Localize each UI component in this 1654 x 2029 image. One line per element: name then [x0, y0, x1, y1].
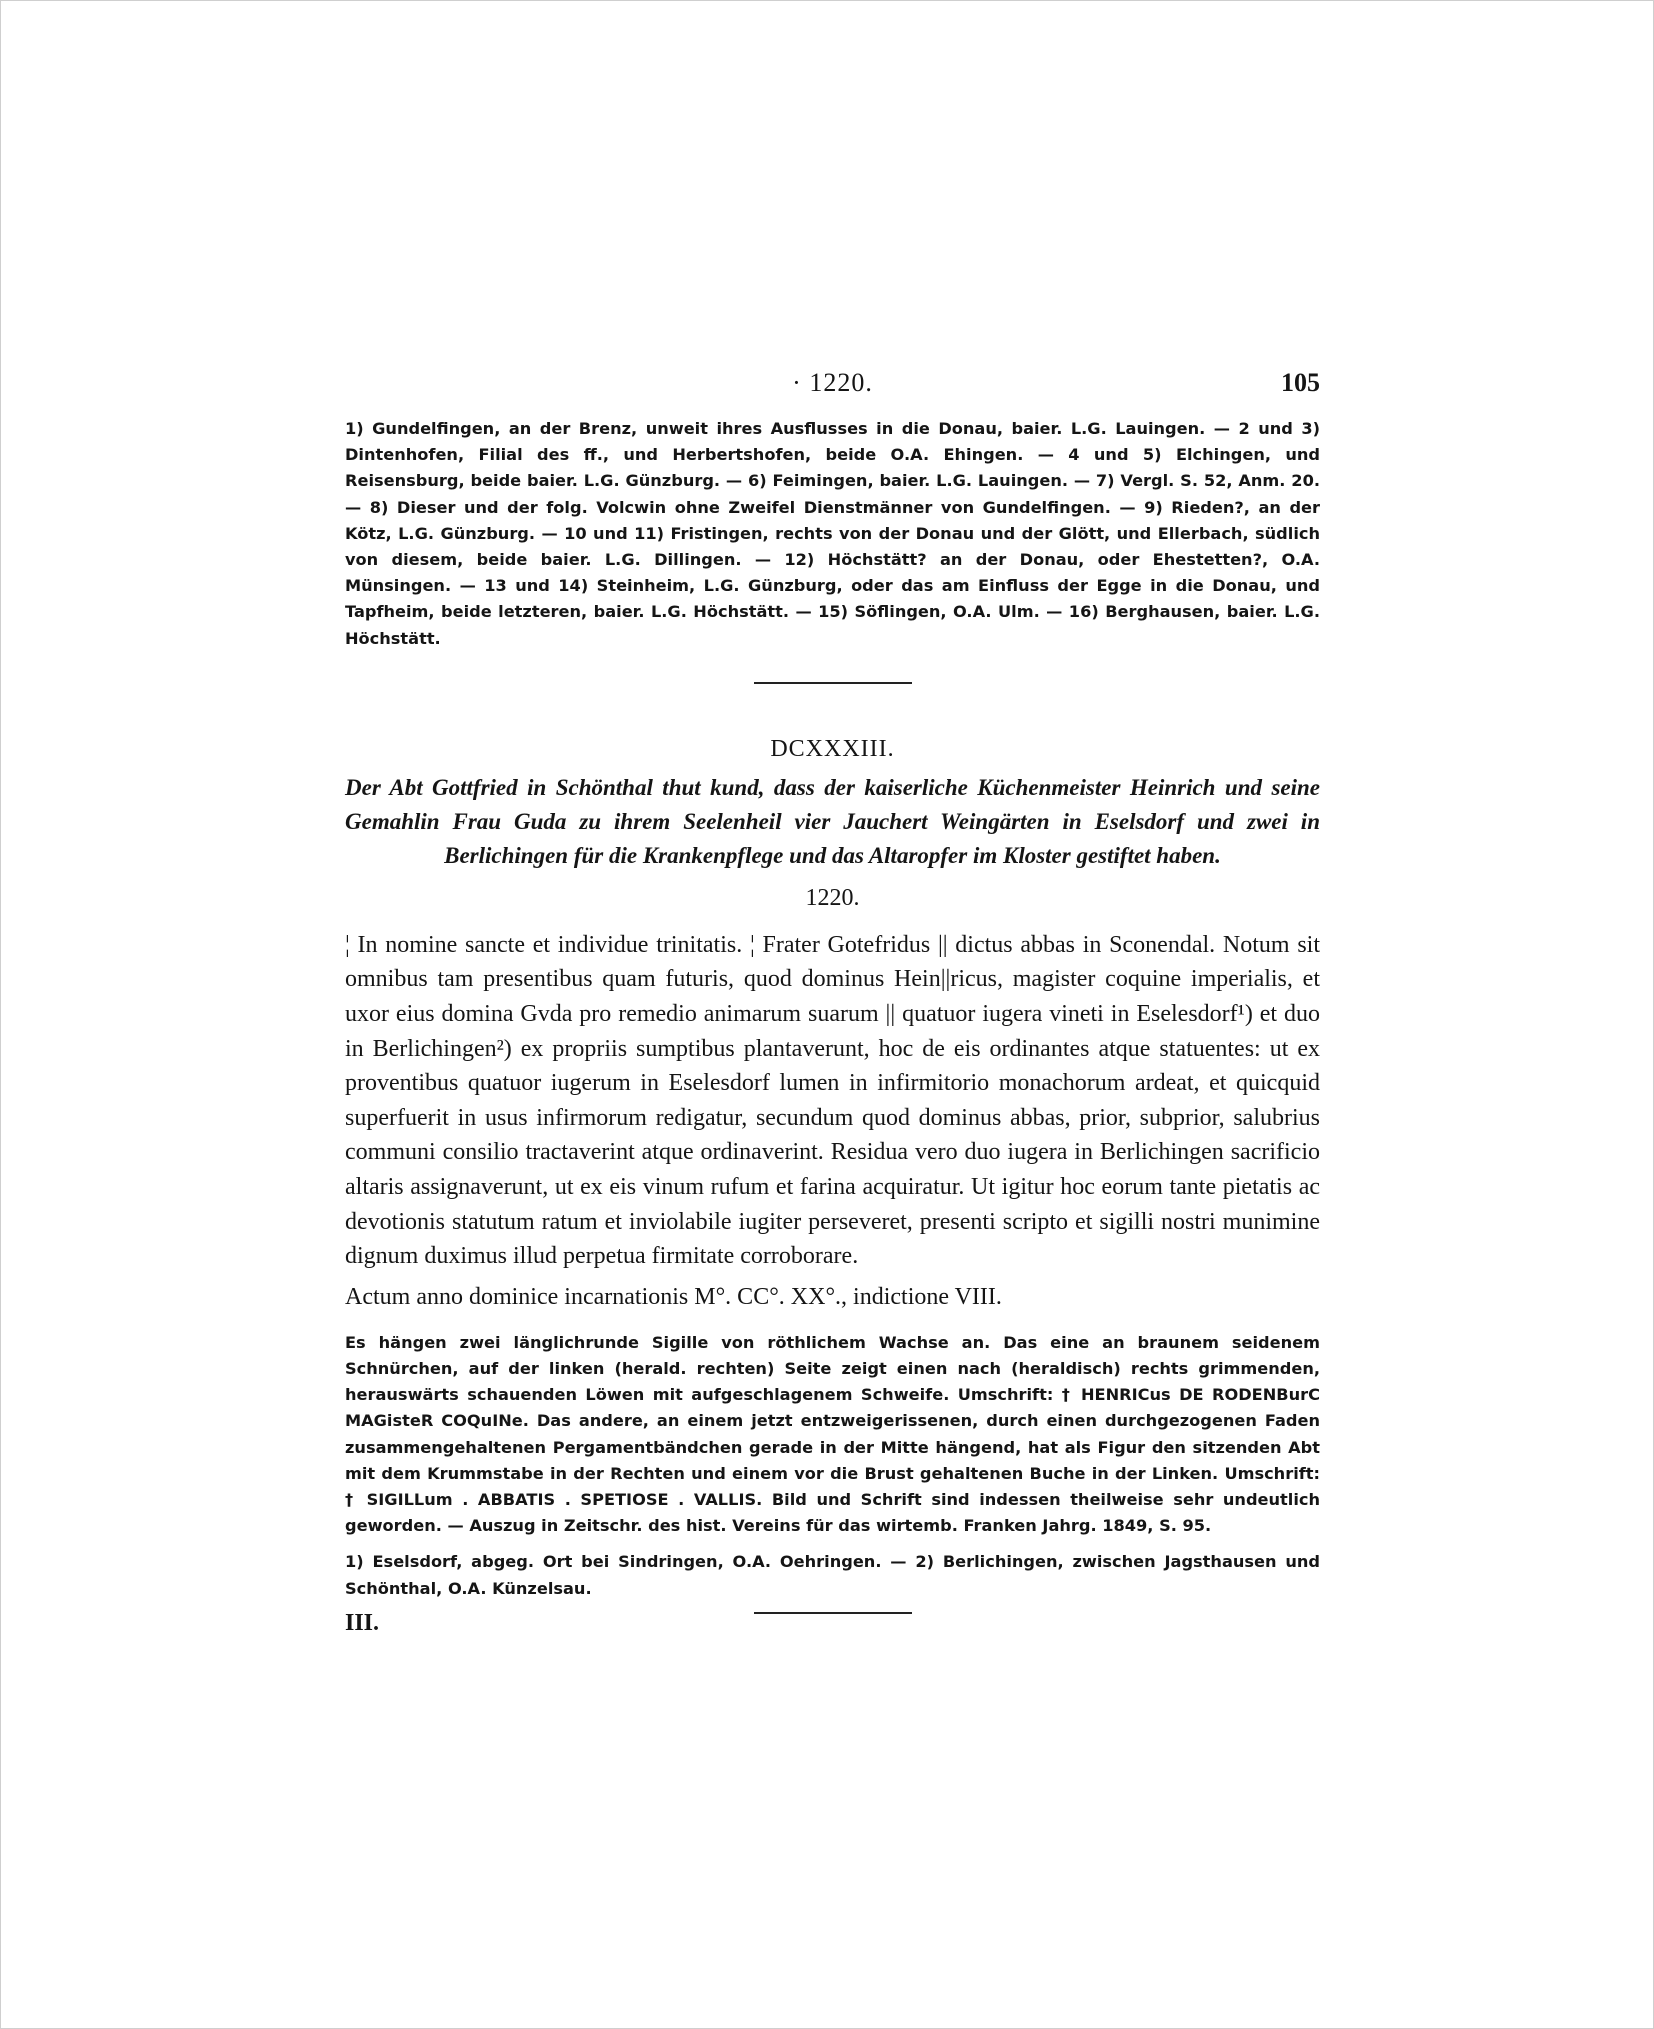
section-divider — [754, 682, 912, 684]
page-header — [345, 360, 1320, 416]
page-number: 105 — [1281, 368, 1320, 397]
actum-line: Actum anno dominice incarnationis M°. CC°. XX°., indictione VIII. — [345, 1283, 1002, 1310]
document-footnotes: 1) Eselsdorf, abgeg. Ort bei Sindringen, O.A. Oehringen. — 2) Berlichingen, zwischen Jagsthausen und Schönthal, O.A. Künzelsau. — [345, 1552, 1320, 1598]
charter-text: ¦ In nomine sancte et individue trinitatis. ¦ Frater Gotefridus || dictus abbas in Sconendal. Notum sit omnibus tam presentibus quam futuris, quod dominus Hein||ricus, magister coquine imperialis, et uxor eius domina Gvda pro remedio animarum suarum || quatuor iugera vineti in Eselesdorf¹) et duo in Berlichingen²) ex propriis sumptibus plantaverunt, hoc de eis ordinantes atque statuentes: ut ex proventibus quatuor iugerum in Eselesdorf lumen in infirmitorio monachorum ardeat, et quicquid superfuerit in usus infirmorum redigatur, secundum quod dominus abbas, prior, subprior, salubrius communi consilio tractaverint atque ordinaverint. Residua vero duo iugera in Berlichingen sacrificio altaris assignaverunt, ut ex eis vinum rufum et farina acquiratur. Ut igitur hoc eorum tante pietatis ac devotionis statutum ratum et inviolabile iugiter perseveret, presenti scripto et sigilli nostri munimine dignum duximus illud perpetua firmitate corroborare. — [345, 931, 1320, 1270]
footnotes-top: 1) Gundelfingen, an der Brenz, unweit ihres Ausflusses in die Donau, baier. L.G. Lauingen. — 2 und 3) Dintenhofen, Filial des ff., und Herbertshofen, beide O.A. Ehingen. — 4 und 5) Elchingen, und Reisensburg, beide baier. L.G. Günzburg. — 6) Feimingen, baier. L.G. Lauingen. — 7) Vergl. S. 52, Anm. 20. — 8) Dieser und der folg. Volcwin ohne Zweifel Dienstmänner von Gundelfingen. — 9) Rieden?, an der Kötz, L.G. Günzburg. — 10 und 11) Fristingen, rechts von der Donau und der Glött, und Ellerbach, südlich von diesem, beide baier. L.G. Dillingen. — 12) Höchstätt? an der Donau, oder Ehestetten?, O.A. Münsingen. — 13 und 14) Steinheim, L.G. Günzburg, oder das am Einfluss der Egge in die Donau, und Tapfheim, beide letzteren, baier. L.G. Höchstätt. — 15) Söflingen, O.A. Ulm. — 16) Berghausen, baier. L.G. Höchstätt. — [345, 419, 1320, 648]
scanned-page — [345, 360, 1320, 1637]
running-head-year: · 1220. — [792, 368, 873, 397]
signature-mark: III. — [345, 1609, 380, 1636]
document-summary: Der Abt Gottfried in Schönthal thut kund, dass der kaiserliche Küchenmeister Heinrich und seine Gemahlin Frau Guda zu ihrem Seelenheil vier Jauchert Weingärten in Eselsdorf und zwei in Berlichingen für die Krankenpflege und das Altaropfer im Kloster gestiftet haben. — [345, 774, 1320, 868]
seal-description: Es hängen zwei länglichrunde Sigille von röthlichem Wachse an. Das eine an braunem seidenem Schnürchen, auf der linken (herald. rechten) Seite zeigt einen nach (heraldisch) rechts grimmenden, herauswärts schauenden Löwen mit aufgeschlagenem Schweife. Umschrift: † HENRICus DE RODENBurC MAGisteR COQuINe. Das andere, an einem jetzt entzweigerissenen, durch einen durchgezogenen Faden zusammengehaltenen Pergamentbändchen gerade in der Mitte hängend, hat als Figur den sitzenden Abt mit dem Krummstabe in der Rechten und einem vor die Brust gehaltenen Buche in der Linken. Umschrift: † SIGILLum . ABBATIS . SPETIOSE . VALLIS. Bild und Schrift sind indessen theilweise sehr undeutlich geworden. — Auszug in Zeitschr. des hist. Vereins für das wirtemb. Franken Jahrg. 1849, S. 95. — [345, 1332, 1320, 1536]
document-number: DCXXXIII. — [770, 735, 895, 762]
document-year: 1220. — [805, 884, 860, 911]
